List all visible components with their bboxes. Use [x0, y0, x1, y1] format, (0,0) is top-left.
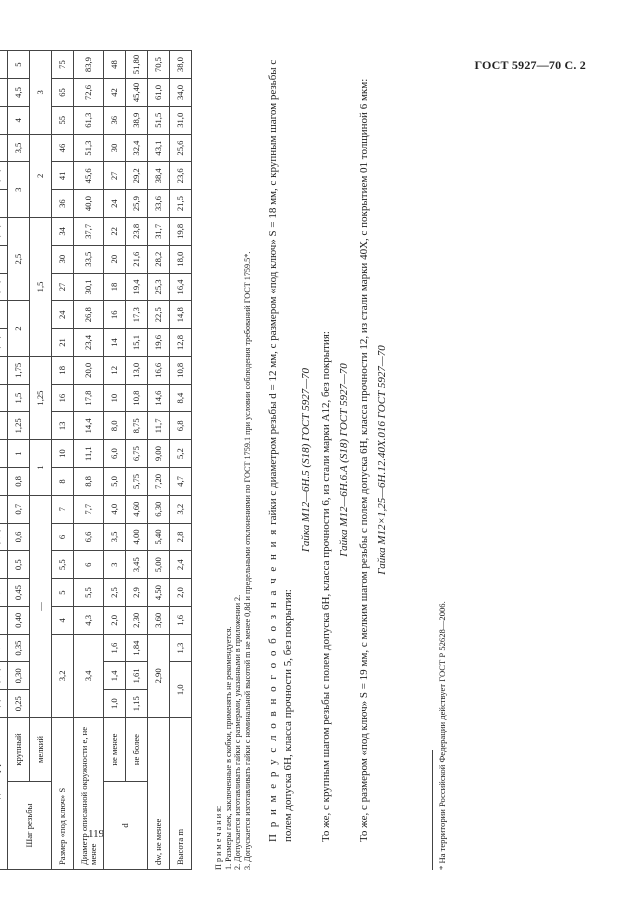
- dw-cell: 6,30: [148, 495, 170, 523]
- m-cell: 1,0: [170, 662, 192, 718]
- da-min-cell: 18: [104, 273, 126, 301]
- example-text: То же, с крупным шагом резьбы с полем допуска 6H, класса прочности 6, из стали марки А12, без покрытия:: [320, 331, 332, 842]
- dw-cell: 51,5: [148, 106, 170, 134]
- s-cell: 46: [52, 134, 74, 162]
- d-cell: [0, 134, 8, 162]
- da-min-cell: 14: [104, 329, 126, 357]
- coarse-cell: 3,5: [8, 134, 30, 162]
- m-cell: 38,0: [170, 51, 192, 79]
- coarse-cell: 0,40: [8, 606, 30, 634]
- m-cell: 21,5: [170, 190, 192, 218]
- da-min-cell: 4,0: [104, 495, 126, 523]
- d-cell: [0, 245, 8, 273]
- da-max-cell: 2,30: [126, 606, 148, 634]
- m-cell: 8,4: [170, 384, 192, 412]
- s-cell: 18: [52, 356, 74, 384]
- coarse-cell: 0,25: [8, 690, 30, 718]
- coarse-cell: 0,7: [8, 495, 30, 523]
- fine-cell: 2: [30, 134, 52, 217]
- s-cell: 10: [52, 440, 74, 468]
- coarse-cell: 0,8: [8, 468, 30, 496]
- da-max-cell: 15,1: [126, 329, 148, 357]
- designation-examples: [266, 50, 395, 870]
- dw-cell: 2,90: [148, 634, 170, 717]
- d-cell: [0, 384, 8, 412]
- row-dw: [148, 51, 170, 870]
- m-cell: 3,2: [170, 495, 192, 523]
- da-max-cell: 2,9: [126, 579, 148, 607]
- note-item: 3. Допускается изготавливать гайки с номинальной высотой m не менее 0,8d и предельными отклонениями по ГОСТ 1759.1 при условии соблюдения требований ГОСТ 1759.5*.: [242, 251, 252, 870]
- m-cell: 23,6: [170, 162, 192, 190]
- dw-cell: 31,7: [148, 217, 170, 245]
- row-da-label: d: [104, 782, 148, 870]
- e-cell: 6,6: [74, 523, 104, 551]
- e-cell: 5,5: [74, 579, 104, 607]
- e-cell: 51,3: [74, 134, 104, 162]
- dw-cell: 70,5: [148, 51, 170, 79]
- dw-cell: 11,7: [148, 412, 170, 440]
- coarse-cell: 4,5: [8, 79, 30, 107]
- m-cell: 14,8: [170, 301, 192, 329]
- e-cell: 14,4: [74, 412, 104, 440]
- da-max-cell: 3,45: [126, 551, 148, 579]
- s-cell: 13: [52, 412, 74, 440]
- footnote-block: [432, 50, 447, 870]
- coarse-cell: 0,35: [8, 634, 30, 662]
- m-cell: 18,0: [170, 245, 192, 273]
- note-item: 2. Допускается изготавливать гайки с размерами, указанными в приложении 2.: [233, 594, 243, 870]
- e-cell: 3,4: [74, 634, 104, 717]
- da-max-cell: 38,9: [126, 106, 148, 134]
- d-cell: [0, 217, 8, 245]
- e-cell: 23,4: [74, 329, 104, 357]
- d-cell: [0, 579, 8, 607]
- da-min-cell: 30: [104, 134, 126, 162]
- page-header: ГОСТ 5927—70 С. 2: [474, 58, 586, 72]
- da-max-cell: 19,4: [126, 273, 148, 301]
- da-max-cell: 5,75: [126, 468, 148, 496]
- dw-cell: 25,3: [148, 273, 170, 301]
- dw-cell: 7,20: [148, 468, 170, 496]
- m-cell: 6,8: [170, 412, 192, 440]
- e-cell: 20,0: [74, 356, 104, 384]
- coarse-cell: 0,45: [8, 579, 30, 607]
- row-s-label: Размер «под ключ» S: [52, 718, 74, 870]
- m-cell: 31,0: [170, 106, 192, 134]
- da-max-cell: 1,61: [126, 662, 148, 690]
- fine-cell: 1: [30, 440, 52, 496]
- e-cell: 6: [74, 551, 104, 579]
- da-min-cell: 2,5: [104, 579, 126, 607]
- m-cell: 1,6: [170, 606, 192, 634]
- fine-cell: —: [30, 495, 52, 717]
- da-min-cell: 6,0: [104, 440, 126, 468]
- s-cell: 30: [52, 245, 74, 273]
- da-min-cell: 2,0: [104, 606, 126, 634]
- row-pitch-fine: [30, 51, 52, 870]
- coarse-cell: 2: [8, 301, 30, 357]
- m-cell: 5,2: [170, 440, 192, 468]
- d-cell: [0, 51, 8, 79]
- rotated-content: [0, 50, 470, 870]
- notes-title: П р и м е ч а н и я:: [214, 805, 223, 870]
- s-cell: 4: [52, 606, 74, 634]
- s-cell: 6: [52, 523, 74, 551]
- s-cell: 5,5: [52, 551, 74, 579]
- da-max-cell: 8,75: [126, 412, 148, 440]
- example-heading: П р и м е р у с л о в н о г о о б о з н а ч е н и я: [267, 527, 279, 842]
- m-cell: 4,7: [170, 468, 192, 496]
- s-cell: 41: [52, 162, 74, 190]
- row-m-label: Высота m: [170, 718, 192, 870]
- designation-formula: Гайка М12—6Н.5 (S18) ГОСТ 5927—70: [300, 367, 312, 553]
- e-cell: 33,5: [74, 245, 104, 273]
- e-cell: 7,7: [74, 495, 104, 523]
- row-e-label: Диаметр описанной окружности е, не менее: [74, 718, 104, 870]
- da-min-cell: 3,5: [104, 523, 126, 551]
- row-e: [74, 51, 104, 870]
- d-cell: [0, 162, 8, 190]
- da-max-cell: 4,60: [126, 495, 148, 523]
- dw-cell: 28,2: [148, 245, 170, 273]
- example-paragraph: [266, 50, 296, 870]
- s-cell: 55: [52, 106, 74, 134]
- da-min-cell: 1,0: [104, 690, 126, 718]
- e-cell: 83,9: [74, 51, 104, 79]
- coarse-cell: 4: [8, 106, 30, 134]
- da-max-cell: 32,4: [126, 134, 148, 162]
- d-cell: [0, 301, 8, 329]
- da-min-cell: 3: [104, 551, 126, 579]
- da-max-cell: 10,8: [126, 384, 148, 412]
- d-cell: [0, 440, 8, 468]
- da-min-cell: 8,0: [104, 412, 126, 440]
- d-cell: [0, 106, 8, 134]
- fine-cell: 3: [30, 51, 52, 135]
- s-cell: 24: [52, 301, 74, 329]
- d-cell: [0, 606, 8, 634]
- da-max-cell: 4,00: [126, 523, 148, 551]
- dw-cell: 5,40: [148, 523, 170, 551]
- example-text: гайки с диаметром резьбы d = 12 мм, с размером «под ключ» S = 18 мм, с крупным шагом резьбы с полем допуска 6H, класса прочности 5, без покрытия:: [267, 59, 294, 842]
- d-cell: [0, 551, 8, 579]
- footnote-rule: [432, 750, 433, 870]
- da-min-cell: 48: [104, 51, 126, 79]
- dw-cell: 14,6: [148, 384, 170, 412]
- coarse-cell: 5: [8, 51, 30, 79]
- d-cell: [0, 662, 8, 690]
- page-number: 119: [88, 828, 105, 840]
- e-cell: 72,6: [74, 79, 104, 107]
- coarse-cell: 1,75: [8, 356, 30, 384]
- e-cell: 45,6: [74, 162, 104, 190]
- da-min-cell: 36: [104, 106, 126, 134]
- da-min-cell: 1,6: [104, 634, 126, 662]
- m-cell: 34,0: [170, 79, 192, 107]
- m-cell: 1,3: [170, 634, 192, 662]
- dw-cell: 5,00: [148, 551, 170, 579]
- da-min-cell: 1,4: [104, 662, 126, 690]
- da-min-cell: 12: [104, 356, 126, 384]
- s-cell: 7: [52, 495, 74, 523]
- pitch-fine-label: мелкий: [30, 718, 52, 782]
- m-cell: 25,6: [170, 134, 192, 162]
- da-min-cell: 20: [104, 245, 126, 273]
- da-max-cell: 1,15: [126, 690, 148, 718]
- d-cell: [0, 468, 8, 496]
- s-cell: 3,2: [52, 634, 74, 717]
- da-max-cell: 17,3: [126, 301, 148, 329]
- row-nominal: [0, 51, 8, 870]
- da-max-cell: 25,9: [126, 190, 148, 218]
- e-cell: 4,3: [74, 606, 104, 634]
- dw-cell: 3,60: [148, 606, 170, 634]
- e-cell: 11,1: [74, 440, 104, 468]
- m-cell: 12,8: [170, 329, 192, 357]
- m-cell: 16,4: [170, 273, 192, 301]
- d-cell: [0, 190, 8, 218]
- da-min-cell: 42: [104, 79, 126, 107]
- head-pitch: Шаг резьбы: [8, 782, 52, 870]
- row-dw-label: dw, не менее: [148, 718, 170, 870]
- da-max-cell: 45,40: [126, 79, 148, 107]
- e-cell: 40,0: [74, 190, 104, 218]
- dw-cell: 38,4: [148, 162, 170, 190]
- d-cell: [0, 634, 8, 662]
- coarse-cell: 0,6: [8, 523, 30, 551]
- m-cell: 19,8: [170, 217, 192, 245]
- e-cell: 8,8: [74, 468, 104, 496]
- da-max-cell: 21,6: [126, 245, 148, 273]
- da-min-cell: 22: [104, 217, 126, 245]
- designation-formula: Гайка М12—6Н.6.А (S18) ГОСТ 5927—70: [338, 363, 350, 557]
- row-s: [52, 51, 74, 870]
- m-cell: 2,8: [170, 523, 192, 551]
- d-cell: [0, 329, 8, 357]
- da-max-cell: 23,8: [126, 217, 148, 245]
- dw-cell: 43,1: [148, 134, 170, 162]
- coarse-cell: 1,25: [8, 412, 30, 440]
- da-max-label: не более: [126, 718, 148, 782]
- s-cell: 34: [52, 217, 74, 245]
- dimensions-table: [0, 50, 192, 870]
- row-da-min: [104, 51, 126, 870]
- row-m: [170, 51, 192, 870]
- dw-cell: 16,6: [148, 356, 170, 384]
- e-cell: 17,8: [74, 384, 104, 412]
- da-max-cell: 6,75: [126, 440, 148, 468]
- dw-cell: 22,5: [148, 301, 170, 329]
- s-cell: 75: [52, 51, 74, 79]
- coarse-cell: 2,5: [8, 217, 30, 300]
- d-cell: [0, 412, 8, 440]
- s-cell: 16: [52, 384, 74, 412]
- e-cell: 30,1: [74, 273, 104, 301]
- dw-cell: 19,6: [148, 329, 170, 357]
- s-cell: 27: [52, 273, 74, 301]
- dw-cell: 61,0: [148, 79, 170, 107]
- da-max-cell: 13,0: [126, 356, 148, 384]
- designation-formula: Гайка М12×1,25—6Н.12.40Х.016 ГОСТ 5927—70: [376, 345, 388, 575]
- da-min-cell: 24: [104, 190, 126, 218]
- da-min-cell: 27: [104, 162, 126, 190]
- dw-cell: 33,6: [148, 190, 170, 218]
- coarse-cell: 0,30: [8, 662, 30, 690]
- pitch-coarse-label: крупный: [8, 718, 30, 782]
- s-cell: 21: [52, 329, 74, 357]
- m-cell: 2,0: [170, 579, 192, 607]
- m-cell: 2,4: [170, 551, 192, 579]
- da-max-cell: 29,2: [126, 162, 148, 190]
- da-min-cell: 16: [104, 301, 126, 329]
- s-cell: 65: [52, 79, 74, 107]
- footnote: * На территории Российской Федерации действует ГОСТ Р 52628—2006.: [437, 601, 447, 870]
- row-pitch-coarse: [8, 51, 30, 870]
- d-cell: [0, 79, 8, 107]
- fine-cell: 1,5: [30, 217, 52, 356]
- dw-cell: 4,50: [148, 579, 170, 607]
- m-cell: 10,8: [170, 356, 192, 384]
- d-cell: [0, 495, 8, 523]
- e-cell: 61,3: [74, 106, 104, 134]
- s-cell: 36: [52, 190, 74, 218]
- dw-cell: 9,00: [148, 440, 170, 468]
- coarse-cell: 3: [8, 162, 30, 218]
- da-max-cell: 1,84: [126, 634, 148, 662]
- s-cell: 5: [52, 579, 74, 607]
- coarse-cell: 1,5: [8, 384, 30, 412]
- d-cell: [0, 273, 8, 301]
- d-cell: [0, 356, 8, 384]
- da-min-cell: 10: [104, 384, 126, 412]
- d-cell: [0, 523, 8, 551]
- da-max-cell: 51,80: [126, 51, 148, 79]
- e-cell: 26,8: [74, 301, 104, 329]
- s-cell: 8: [52, 468, 74, 496]
- da-min-label: не менее: [104, 718, 126, 782]
- d-cell: [0, 690, 8, 718]
- example-text: То же, с размером «под ключ» S = 19 мм, с мелким шагом резьбы с полем допуска 6H, класса прочности 12, из стали марки 40X, с покрытием 01 толщиной 6 мкм:: [358, 78, 370, 842]
- coarse-cell: 1: [8, 440, 30, 468]
- table-notes: [214, 50, 252, 870]
- note-item: 1. Размеры гаек, заключенные в скобки, применять не рекомендуется.: [223, 626, 233, 870]
- da-min-cell: 5,0: [104, 468, 126, 496]
- row-da-max: [126, 51, 148, 870]
- e-cell: 37,7: [74, 217, 104, 245]
- coarse-cell: 0,5: [8, 551, 30, 579]
- head-nominal: [0, 718, 8, 870]
- fine-cell: 1,25: [30, 356, 52, 439]
